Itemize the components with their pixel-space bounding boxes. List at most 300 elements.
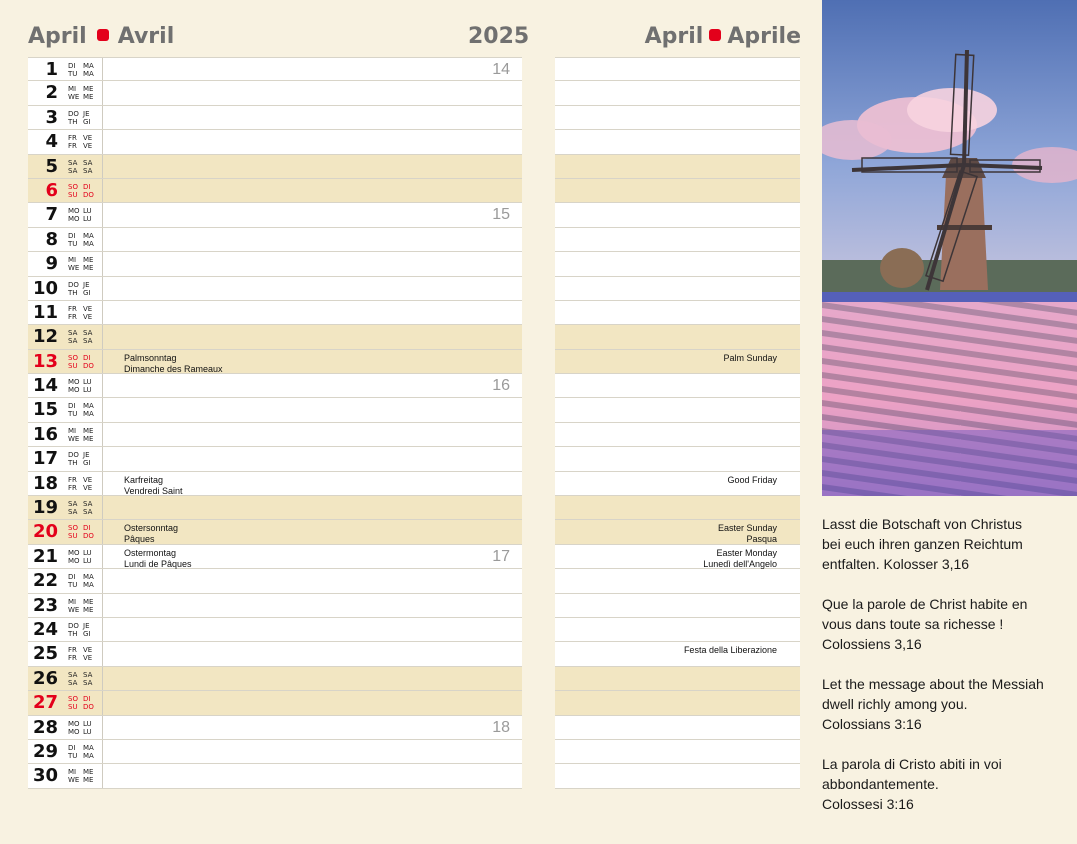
day-row: [28, 374, 522, 398]
day-number: 2: [45, 82, 58, 104]
weekday-abbr: VE: [83, 304, 93, 313]
day-number: 18: [32, 472, 58, 494]
day-row-right: [555, 618, 800, 642]
day-row: [28, 81, 522, 105]
day-row-right: [555, 398, 800, 422]
weekday-abbr: VE: [83, 654, 93, 663]
day-row-right: [555, 301, 800, 325]
holiday-note-line: Pasqua: [746, 534, 777, 545]
weekday-abbr: MO: [68, 548, 80, 557]
weekday-abbreviations: [68, 622, 98, 638]
weekday-abbr: TU: [68, 239, 78, 248]
weekday-abbreviations: [68, 354, 98, 370]
day-row-right: [555, 228, 800, 252]
weekday-abbr: WE: [68, 264, 80, 273]
row-separator: [102, 667, 103, 690]
weekday-abbr: MA: [83, 751, 94, 760]
day-number: 26: [32, 667, 58, 689]
day-row-right: [555, 740, 800, 764]
weekday-abbreviations: [68, 524, 98, 540]
weekday-abbr: SA: [83, 329, 93, 338]
row-separator: [102, 203, 103, 226]
weekday-abbr: DI: [83, 182, 91, 191]
weekday-abbr: DO: [83, 532, 94, 541]
row-separator: [102, 81, 103, 104]
week-number: 16: [492, 377, 510, 395]
weekday-abbr: LU: [83, 727, 92, 736]
weekday-abbr: DI: [83, 353, 91, 362]
weekday-abbr: WE: [68, 605, 80, 614]
weekday-abbr: LU: [83, 719, 92, 728]
weekday-abbreviations: [68, 451, 98, 467]
weekday-abbr: VE: [83, 134, 93, 143]
day-row-right: [555, 520, 800, 544]
weekday-abbr: FR: [68, 646, 77, 655]
weekday-abbr: DO: [68, 280, 79, 289]
holiday-note-line: Palm Sunday: [723, 352, 777, 363]
holiday-note-line: Lunedì dell'Angelo: [703, 558, 777, 569]
day-row: [28, 691, 522, 715]
weekday-abbr: GI: [83, 459, 91, 468]
weekday-abbr: ME: [83, 597, 94, 606]
weekday-abbr: SA: [68, 337, 78, 346]
month-it: Aprile: [727, 24, 801, 49]
day-row: [28, 569, 522, 593]
weekday-abbr: VE: [83, 475, 93, 484]
row-separator: [102, 374, 103, 397]
weekday-abbreviations: [68, 183, 98, 199]
red-dot-icon: [97, 29, 109, 41]
day-row: [28, 301, 522, 325]
row-separator: [102, 520, 103, 543]
weekday-abbr: MO: [68, 556, 80, 565]
day-number: 21: [32, 545, 58, 567]
holiday-note-line: Karfreitag: [124, 474, 164, 485]
row-separator: [102, 58, 103, 80]
row-separator: [102, 106, 103, 129]
row-separator: [102, 642, 103, 665]
weekday-abbr: TU: [68, 70, 78, 78]
weekday-abbreviations: [68, 744, 98, 760]
weekday-abbreviations: [68, 207, 98, 223]
row-separator: [102, 691, 103, 714]
weekday-abbr: SO: [68, 353, 78, 362]
weekday-abbr: SA: [83, 508, 93, 517]
weekday-abbr: DO: [68, 621, 79, 630]
day-number: 25: [32, 643, 58, 665]
day-row: [28, 447, 522, 471]
weekday-abbreviations: [68, 402, 98, 418]
day-row: [28, 496, 522, 520]
day-number: 19: [32, 497, 58, 519]
day-row: [28, 594, 522, 618]
weekday-abbr: SA: [83, 678, 93, 687]
holiday-note-line: Dimanche des Rameaux: [124, 363, 223, 374]
windmill-tulip-field-photo: [822, 0, 1077, 496]
weekday-abbr: LU: [83, 215, 92, 224]
weekday-abbr: MI: [68, 256, 77, 265]
day-number: 9: [45, 253, 58, 275]
weekday-abbr: ME: [83, 264, 94, 273]
weekday-abbreviations: [68, 573, 98, 589]
weekday-abbr: FR: [68, 304, 77, 313]
day-number: 20: [32, 521, 58, 543]
weekday-abbr: SA: [68, 678, 78, 687]
weekday-abbr: MI: [68, 85, 77, 94]
day-row-right: [555, 252, 800, 276]
weekday-abbr: DI: [83, 524, 91, 533]
weekday-abbr: ME: [83, 776, 94, 785]
weekday-abbr: SO: [68, 524, 78, 533]
weekday-abbreviations: [68, 62, 98, 78]
week-number: 18: [492, 718, 510, 736]
weekday-abbr: VE: [83, 646, 93, 655]
weekday-abbr: GI: [83, 117, 91, 126]
holiday-note-line: Good Friday: [727, 474, 777, 485]
row-separator: [102, 764, 103, 787]
row-separator: [102, 252, 103, 275]
day-row: [28, 716, 522, 740]
day-row-right: [555, 545, 800, 569]
weekday-abbr: GI: [83, 288, 91, 297]
month-en: April: [644, 24, 704, 49]
weekday-abbr: DO: [68, 451, 79, 460]
day-number: 1: [45, 59, 58, 80]
day-row-right: [555, 667, 800, 691]
weekday-abbr: MO: [68, 207, 80, 216]
weekday-abbr: LU: [83, 378, 92, 387]
day-row-right: [555, 106, 800, 130]
row-separator: [102, 277, 103, 300]
day-row: [28, 398, 522, 422]
day-row: [28, 130, 522, 154]
day-number: 14: [32, 375, 58, 397]
day-row: [28, 155, 522, 179]
weekday-abbr: ME: [83, 426, 94, 435]
verse-it: La parola di Cristo abiti in voi abbondantemente. Colossesi 3:16: [822, 756, 1002, 812]
weekday-abbr: ME: [83, 605, 94, 614]
weekday-abbr: TU: [68, 581, 78, 590]
weekday-abbr: JE: [83, 621, 90, 630]
verse-de: Lasst die Botschaft von Christus bei euch ihren ganzen Reichtum entfalten. Kolosser 3,16: [822, 516, 1023, 572]
weekday-abbr: TU: [68, 410, 78, 419]
day-number: 24: [32, 618, 58, 640]
day-row: [28, 764, 522, 788]
day-row: [28, 472, 522, 496]
day-row: [28, 423, 522, 447]
day-row: [28, 740, 522, 764]
weekday-abbreviations: [68, 329, 98, 345]
weekday-abbr: LU: [83, 548, 92, 557]
day-row-right: [555, 764, 800, 788]
row-separator: [102, 350, 103, 373]
weekday-abbr: MO: [68, 215, 80, 224]
day-row-right: [555, 374, 800, 398]
red-dot-icon: [709, 29, 721, 41]
row-separator: [102, 472, 103, 495]
day-row-right: [555, 447, 800, 471]
weekday-abbr: TU: [68, 751, 78, 760]
day-row: [28, 203, 522, 227]
day-row-right: [555, 179, 800, 203]
weekday-abbr: MO: [68, 719, 80, 728]
weekday-abbreviations: [68, 695, 98, 711]
day-row: [28, 667, 522, 691]
holiday-note-right: [723, 353, 777, 364]
day-row-right: [555, 642, 800, 666]
day-number: 8: [45, 228, 58, 250]
weekday-abbr: TH: [68, 629, 78, 638]
day-number: 22: [32, 570, 58, 592]
weekday-abbr: FR: [68, 312, 77, 321]
day-row-right: [555, 496, 800, 520]
day-row: [28, 618, 522, 642]
weekday-abbr: SA: [83, 500, 93, 509]
weekday-abbr: ME: [83, 434, 94, 443]
row-separator: [102, 447, 103, 470]
weekday-abbr: SU: [68, 703, 78, 712]
verse-fr: Que la parole de Christ habite en vous dans toute sa richesse ! Colossiens 3,16: [822, 596, 1028, 652]
holiday-note-line: Easter Monday: [716, 547, 777, 558]
holiday-note: [124, 523, 178, 545]
header-year: 2025: [468, 24, 530, 49]
weekday-abbr: FR: [68, 475, 77, 484]
day-row: [28, 57, 522, 81]
weekday-abbr: MO: [68, 386, 80, 395]
day-number: 3: [45, 106, 58, 128]
weekday-abbr: ME: [83, 256, 94, 265]
weekday-abbr: DO: [83, 703, 94, 712]
weekday-abbreviations: [68, 500, 98, 516]
weekday-abbr: MI: [68, 426, 77, 435]
day-row-right: [555, 423, 800, 447]
weekday-abbreviations: [68, 134, 98, 150]
holiday-note-line: Vendredi Saint: [124, 485, 183, 496]
weekday-abbr: FR: [68, 134, 77, 143]
weekday-abbreviations: [68, 598, 98, 614]
weekday-abbr: DO: [83, 361, 94, 370]
day-number: 12: [32, 326, 58, 348]
weekday-abbreviations: [68, 646, 98, 662]
month-fr: Avril: [117, 24, 175, 49]
day-row: [28, 277, 522, 301]
weekday-abbr: ME: [83, 93, 94, 102]
day-number: 29: [32, 740, 58, 762]
weekday-abbr: SA: [68, 158, 78, 167]
week-number: 17: [492, 547, 510, 565]
row-separator: [102, 545, 103, 568]
weekday-abbr: SU: [68, 190, 78, 199]
day-number: 7: [45, 204, 58, 226]
holiday-note: [124, 475, 183, 497]
weekday-abbreviations: [68, 159, 98, 175]
day-row-right: [555, 350, 800, 374]
holiday-note-right: [718, 523, 777, 545]
holiday-note: [124, 548, 192, 570]
holiday-note-line: Lundi de Pâques: [124, 558, 192, 569]
day-row: [28, 325, 522, 349]
weekday-abbr: DI: [68, 573, 76, 582]
weekday-abbr: VE: [83, 483, 93, 492]
day-number: 13: [32, 350, 58, 372]
day-number: 17: [32, 448, 58, 470]
day-number: 6: [45, 179, 58, 201]
row-separator: [102, 496, 103, 519]
weekday-abbr: FR: [68, 483, 77, 492]
weekday-abbr: MA: [83, 743, 94, 752]
day-number: 27: [32, 692, 58, 714]
weekday-abbr: MO: [68, 378, 80, 387]
weekday-abbr: JE: [83, 280, 90, 289]
weekday-abbr: MI: [68, 768, 77, 777]
row-separator: [102, 155, 103, 178]
day-number: 28: [32, 716, 58, 738]
holiday-note-line: Ostersonntag: [124, 523, 179, 534]
weekday-abbr: ME: [83, 768, 94, 777]
weekday-abbr: WE: [68, 93, 80, 102]
weekday-abbr: SA: [83, 158, 93, 167]
weekday-abbr: VE: [83, 312, 93, 321]
weekday-abbr: WE: [68, 434, 80, 443]
weekday-abbreviations: [68, 378, 98, 394]
header-month-de-fr: [28, 24, 174, 52]
weekday-abbr: FR: [68, 654, 77, 663]
day-number: 30: [32, 765, 58, 787]
weekday-abbr: SU: [68, 532, 78, 541]
day-number: 10: [32, 277, 58, 299]
day-row: [28, 350, 522, 374]
weekday-abbreviations: [68, 768, 98, 784]
weekday-abbreviations: [68, 232, 98, 248]
weekday-abbr: SA: [68, 329, 78, 338]
day-row-right: [555, 569, 800, 593]
day-row-right: [555, 57, 800, 81]
day-row-right: [555, 472, 800, 496]
weekday-abbr: TH: [68, 117, 78, 126]
weekday-abbreviations: [68, 305, 98, 321]
holiday-note-line: Ostermontag: [124, 547, 177, 558]
header-month-en-it: [645, 24, 801, 52]
day-number: 16: [32, 423, 58, 445]
row-separator: [102, 398, 103, 421]
day-row-right: [555, 691, 800, 715]
weekday-abbr: GI: [83, 629, 91, 638]
holiday-note-right: [684, 645, 777, 656]
weekday-abbreviations: [68, 427, 98, 443]
weekday-abbr: SO: [68, 182, 78, 191]
weekday-abbr: DO: [83, 190, 94, 199]
weekday-abbr: MA: [83, 70, 94, 78]
holiday-note-line: Festa della Liberazione: [683, 645, 777, 656]
row-separator: [102, 301, 103, 324]
calendar-left-table: [28, 57, 522, 789]
weekday-abbr: MA: [83, 62, 94, 70]
row-separator: [102, 740, 103, 763]
row-separator: [102, 325, 103, 348]
holiday-note-right: [727, 475, 777, 486]
weekday-abbr: DI: [83, 695, 91, 704]
row-separator: [102, 130, 103, 153]
weekday-abbr: JE: [83, 451, 90, 460]
day-row-right: [555, 594, 800, 618]
weekday-abbreviations: [68, 671, 98, 687]
weekday-abbr: SA: [68, 670, 78, 679]
row-separator: [102, 716, 103, 739]
week-number: 15: [492, 206, 510, 224]
holiday-note-line: Easter Sunday: [717, 523, 777, 534]
row-separator: [102, 618, 103, 641]
weekday-abbr: TH: [68, 288, 78, 297]
weekday-abbr: MA: [83, 402, 94, 411]
holiday-note-line: Palmsonntag: [124, 352, 177, 363]
weekday-abbr: SO: [68, 695, 78, 704]
weekday-abbreviations: [68, 110, 98, 126]
weekday-abbr: SA: [68, 500, 78, 509]
holiday-note: [124, 353, 223, 375]
weekday-abbr: DI: [68, 62, 76, 70]
day-number: 5: [45, 155, 58, 177]
weekday-abbr: MA: [83, 410, 94, 419]
day-row-right: [555, 716, 800, 740]
weekday-abbr: FR: [68, 142, 77, 151]
day-row: [28, 179, 522, 203]
row-separator: [102, 228, 103, 251]
weekday-abbr: SA: [83, 166, 93, 175]
weekday-abbreviations: [68, 720, 98, 736]
weekday-abbr: MI: [68, 597, 77, 606]
day-row: [28, 228, 522, 252]
day-row: [28, 520, 522, 544]
weekday-abbr: DI: [68, 402, 76, 411]
day-row: [28, 106, 522, 130]
weekday-abbr: SA: [68, 166, 78, 175]
weekday-abbr: TH: [68, 459, 78, 468]
bible-verses: [822, 514, 1072, 834]
weekday-abbr: LU: [83, 556, 92, 565]
day-number: 23: [32, 594, 58, 616]
weekday-abbreviations: [68, 256, 98, 272]
day-row-right: [555, 81, 800, 105]
weekday-abbr: WE: [68, 776, 80, 785]
weekday-abbr: MA: [83, 581, 94, 590]
weekday-abbr: DI: [68, 743, 76, 752]
month-de: April: [28, 24, 87, 49]
weekday-abbr: MA: [83, 231, 94, 240]
weekday-abbr: MA: [83, 573, 94, 582]
weekday-abbr: SA: [83, 670, 93, 679]
weekday-abbr: SU: [68, 361, 78, 370]
weekday-abbr: MA: [83, 239, 94, 248]
day-row-right: [555, 155, 800, 179]
weekday-abbr: SA: [68, 508, 78, 517]
weekday-abbr: LU: [83, 386, 92, 395]
holiday-note-right: [703, 548, 777, 570]
holiday-note-line: Pâques: [124, 534, 155, 545]
verse-en: Let the message about the Messiah dwell richly among you. Colossians 3:16: [822, 676, 1044, 732]
weekday-abbr: SA: [83, 337, 93, 346]
day-row-right: [555, 130, 800, 154]
weekday-abbr: DI: [68, 231, 76, 240]
day-row: [28, 545, 522, 569]
row-separator: [102, 423, 103, 446]
weekday-abbreviations: [68, 476, 98, 492]
weekday-abbr: LU: [83, 207, 92, 216]
day-number: 15: [32, 399, 58, 421]
row-separator: [102, 594, 103, 617]
week-number: 14: [492, 61, 510, 78]
day-row-right: [555, 203, 800, 227]
weekday-abbr: JE: [83, 109, 90, 118]
